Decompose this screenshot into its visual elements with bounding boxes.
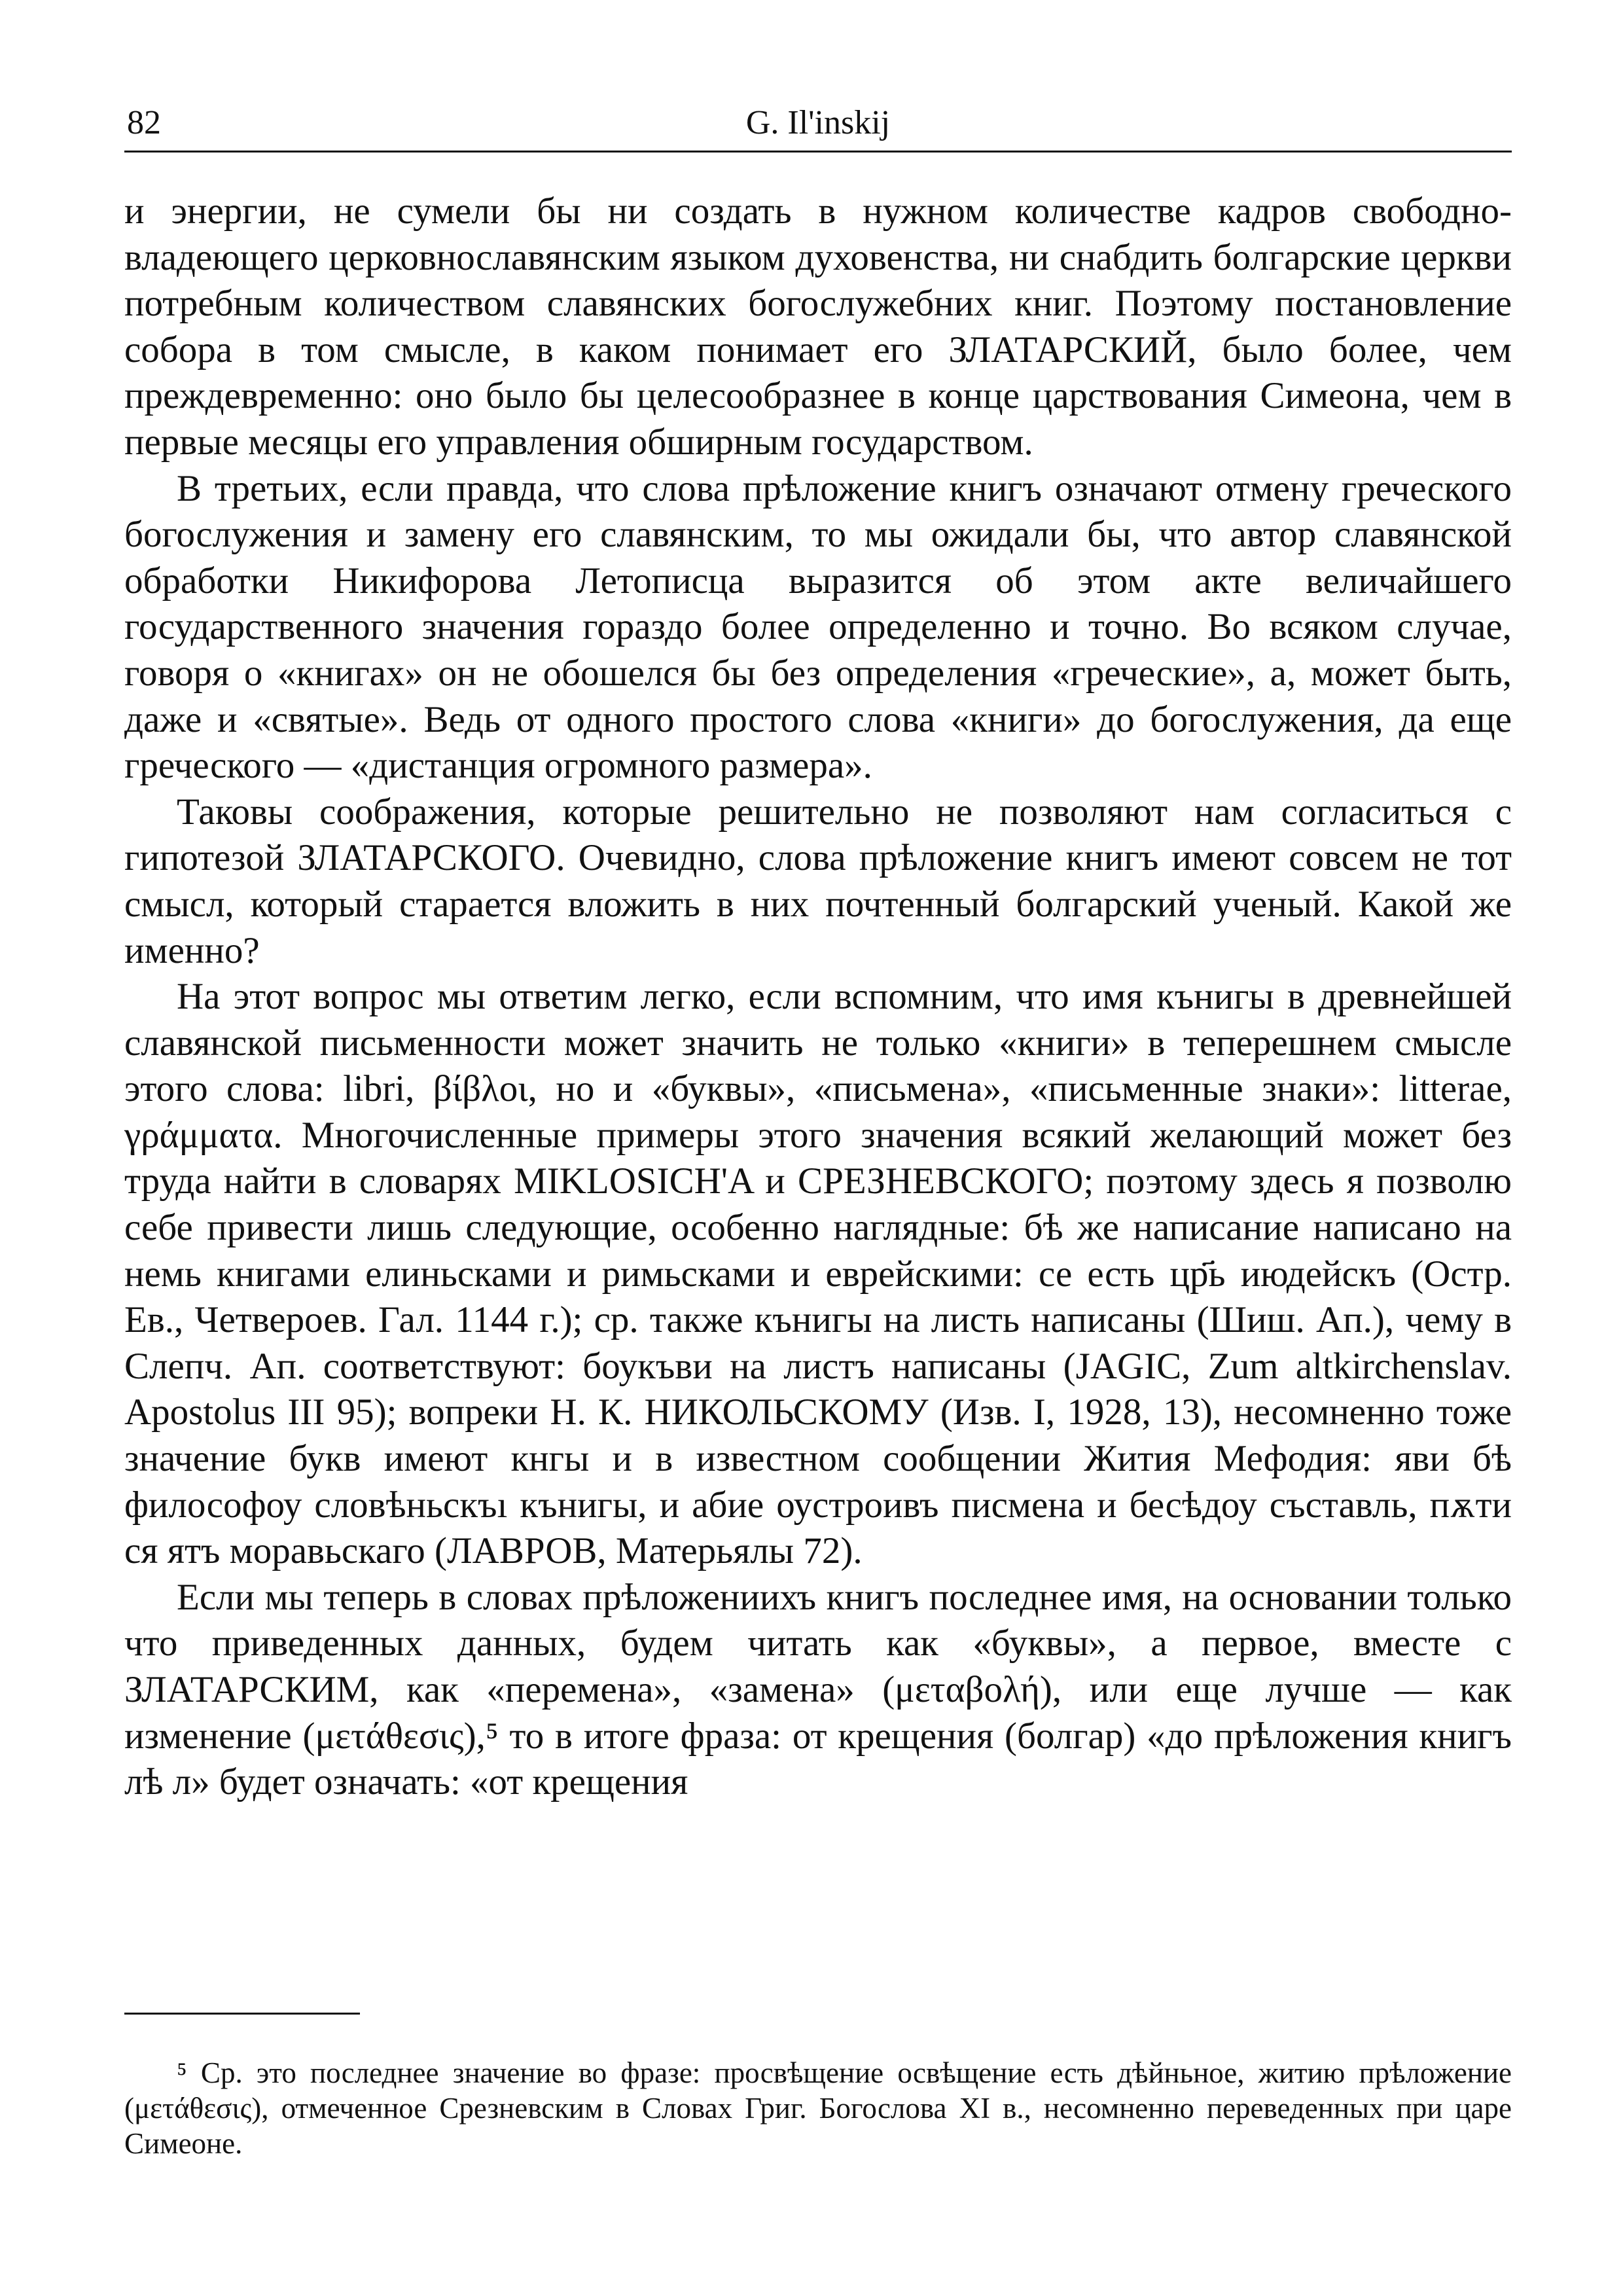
paragraph: В третьих, если правда, что слова прѣложение книгъ означают отмену греческого богослужения и замену его славянским, то мы ожидали бы, что автор славянской обработки Никифорова Летописца выразится об этом акте величайшего государственного значения гораздо более определенно и точно. Во всяком случае, говоря о «книгах» он не обошелся бы без определения «греческие», а, может быть, даже и «святые». Ведь от одного простого слова «книги» до богослужения, да еще греческого — «дистанция огромного размера». (124, 467, 1512, 787)
footnote: ⁵ Ср. это последнее значение во фразе: просвѣщение освѣщение есть дѣйньное, житию прѣложение (μετάθεσις), отмеченное Срезневским в Словах Григ. Богослова XI в., несомненно переведенных при царе Симеоне. (124, 2056, 1512, 2160)
paragraph: и энергии, не сумели бы ни создать в нужном количестве кадров свободно-владеющего церковнославянским языком духовенства, ни снабдить болгарские церкви потребным количеством славянских богослужебних книг. Поэтому постановление собора в том смысле, в каком понимает его ЗЛАТАРСКИЙ, было более, чем преждевременно: оно было бы целесообразнее в конце царствования Симеона, чем в первые месяцы его управления обширным государством. (124, 190, 1512, 463)
paragraph: На этот вопрос мы ответим легко, если вспомним, что имя кънигы в древнейшей славянской письменности может значить не только «книги» в теперешнем смысле этого слова: libri, βίβλοι, но и «буквы», «письмена», «письменные знаки»: litterae, γράμματα. Многочисленные примеры этого значения всякий желающий может без труда найти в словарях MIKLOSICH'A и СРЕЗНЕВСКОГО; поэтому здесь я позволю себе привести лишь следующие, особенно наглядные: бѣ же написание написано на немь книгами елиньсками и римьсками и еврейскими: се есть цр҃ь июдейскъ (Остр. Ев., Четвероев. Гал. 1144 г.); ср. также кънигы на листь написаны (Шиш. Ап.), чему в Слепч. Ап. соответствуют: боукъви на листъ написаны (JAGIC, Zum altkirchenslav. Apostolus III 95); вопреки Н. К. НИКОЛЬСКОМУ (Изв. I, 1928, 13), несомненно тоже значение букв имеют кнгы и в известном сообщении Жития Мефодия: яви бѣ философоу словѣньскъı кънигы, и абие оустроивъ писмена и бесѣдоу съставль, пѫти ся ятъ моравьскаго (ЛАВРОВ, Матерьялы 72). (124, 976, 1512, 1572)
paragraph: Если мы теперь в словах прѣложениихъ книгъ последнее имя, на основании только что приведенных данных, будем читать как «буквы», а первое, вместе с ЗЛАТАРСКИМ, как «перемена», «замена» (μεταβολή), или еще лучше — как изменение (μετάθεσις),⁵ то в итоге фраза: от крещения (болгар) «до прѣложения книгъ лѣ л» будет означать: «от крещения (124, 1576, 1512, 1803)
paragraph: Таковы соображения, которые решительно не позволяют нам согласиться с гипотезой ЗЛАТАРСКОГО. Очевидно, слова прѣложение книгъ имеют совсем не тот смысл, который старается вложить в них почтенный болгарский ученый. Какой же именно? (124, 791, 1512, 971)
footnote-rule (124, 2013, 360, 2015)
page-number: 82 (127, 104, 161, 141)
running-title: G. Il'inskij (745, 104, 891, 141)
running-head (124, 98, 1512, 152)
body-text (124, 188, 1512, 1806)
